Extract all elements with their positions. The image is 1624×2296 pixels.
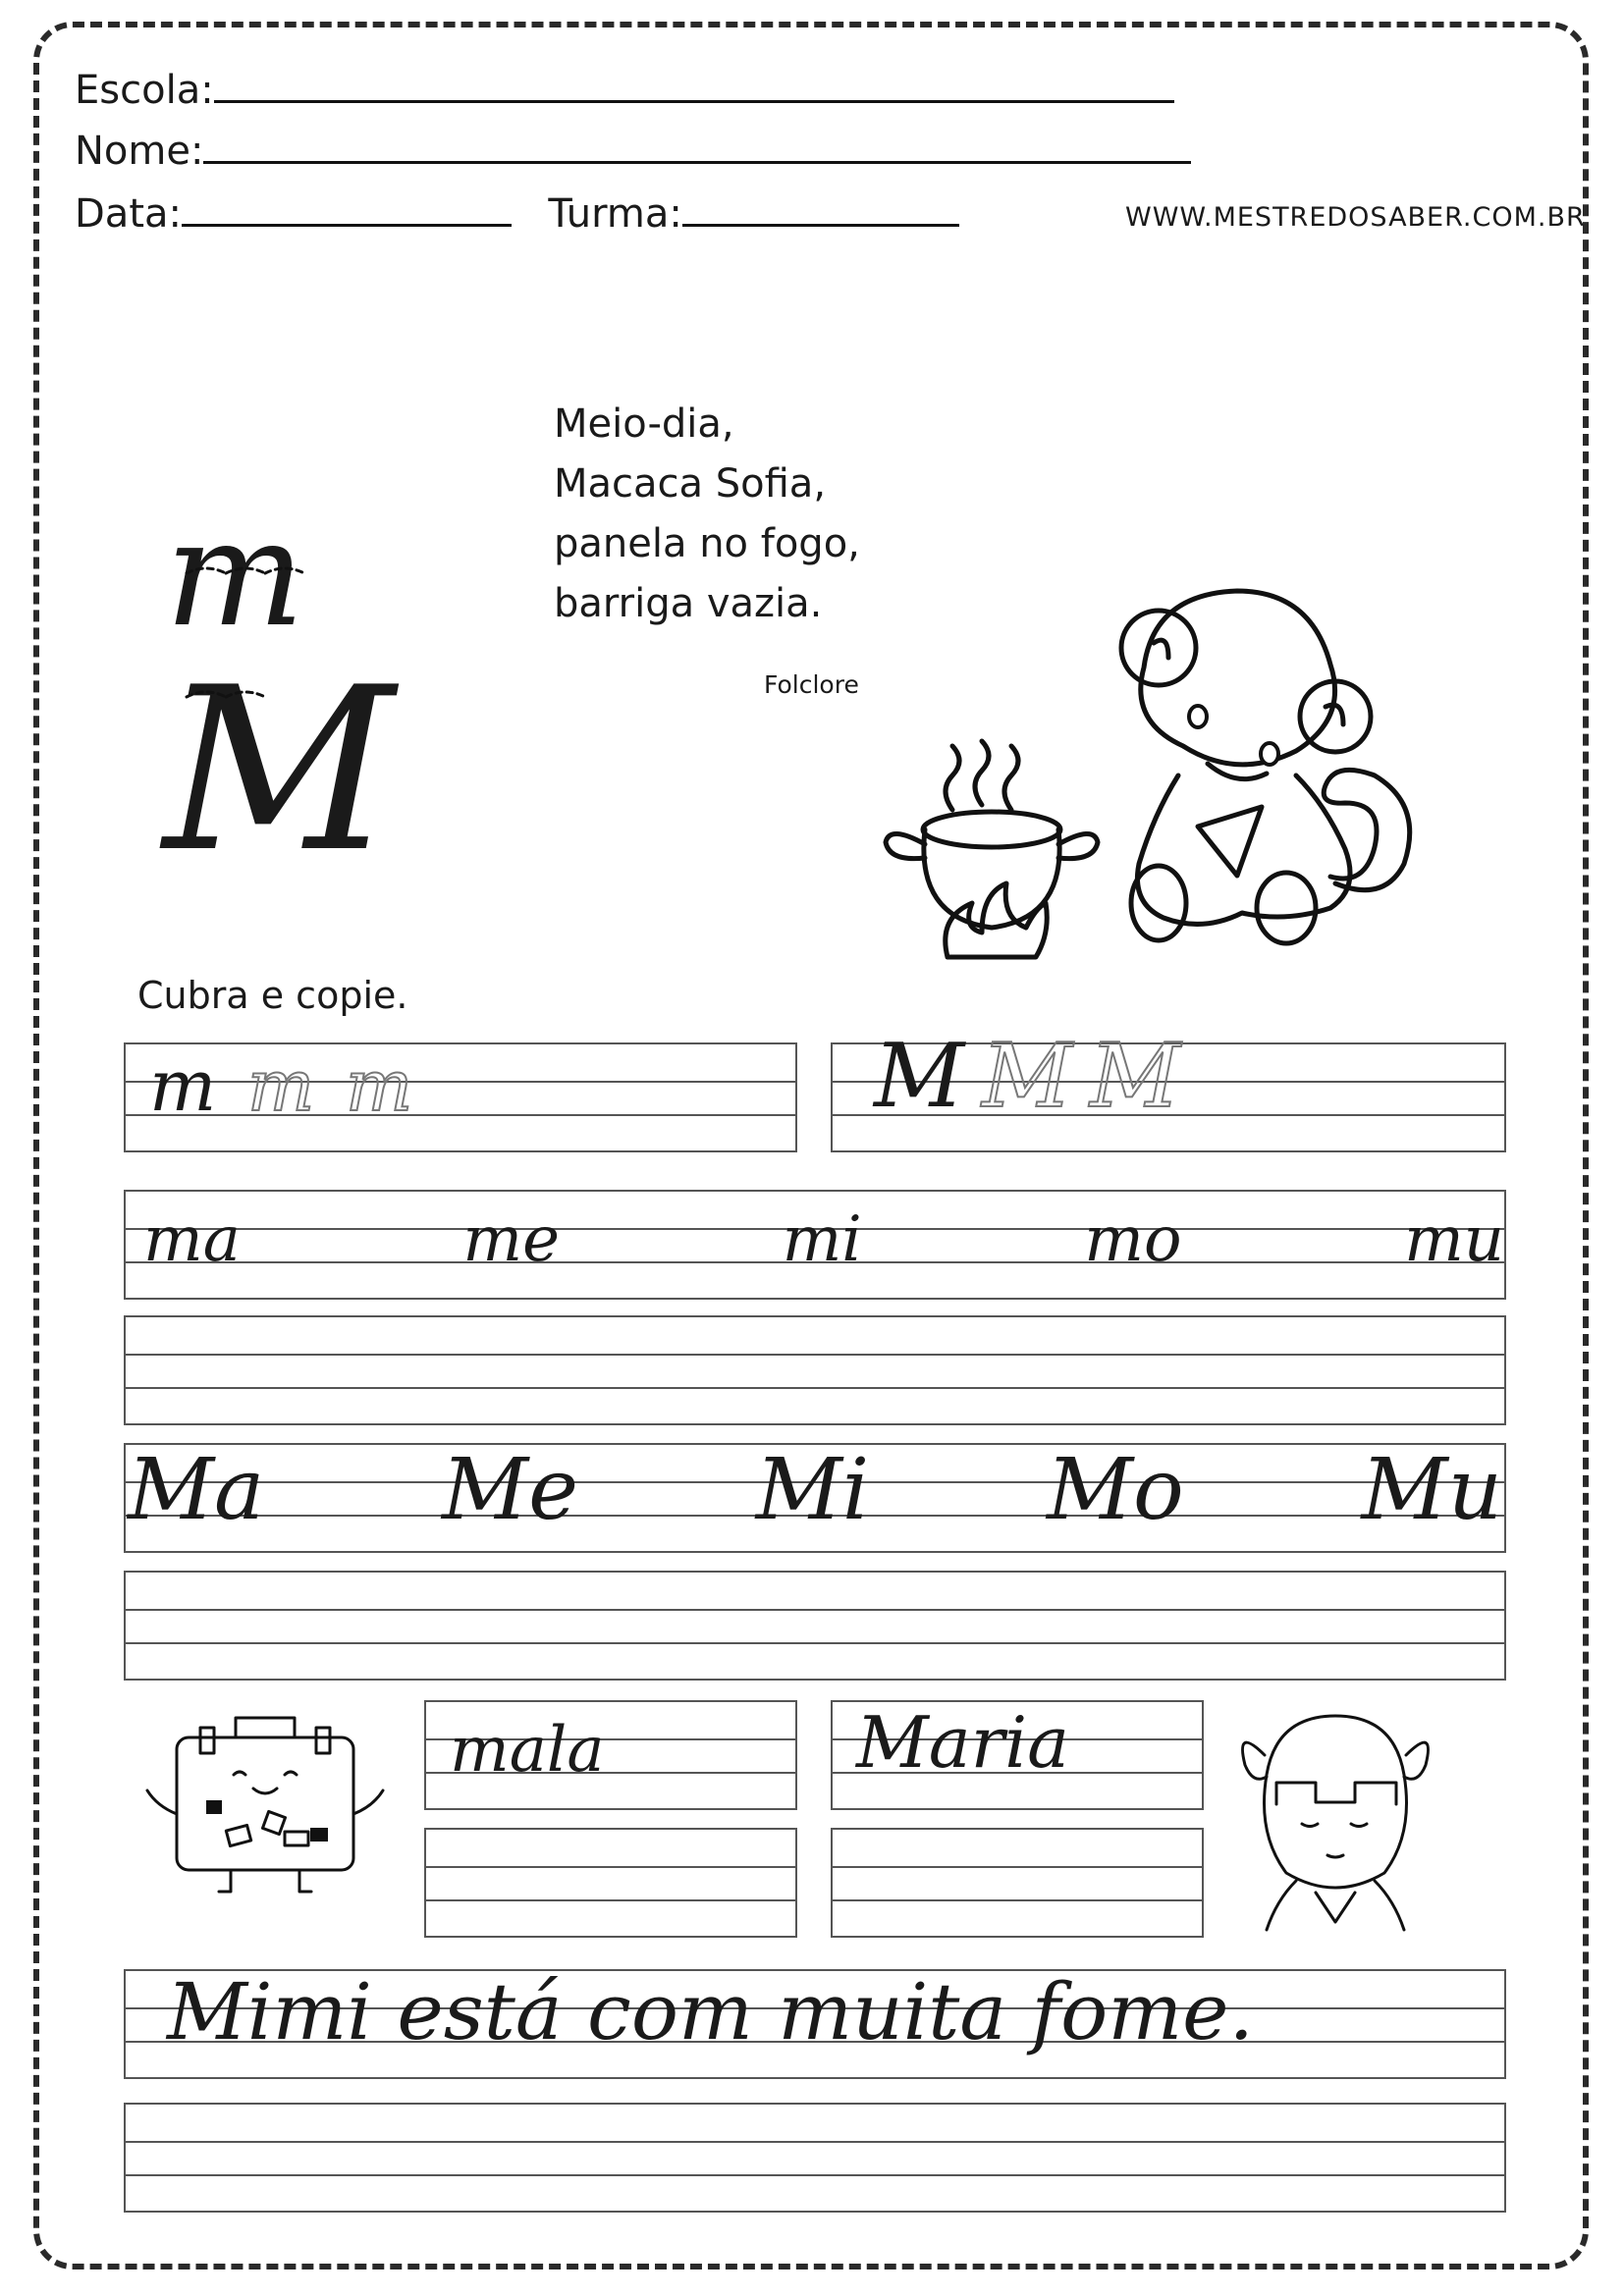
name-blank[interactable] [203, 126, 1191, 164]
suitcase-illustration [137, 1706, 393, 1912]
tracing-box-lowercase[interactable] [124, 1042, 797, 1152]
name-label: Nome: [75, 129, 204, 174]
girl-illustration [1218, 1706, 1453, 1932]
class-label: Turma: [548, 191, 682, 237]
poem-line: Macaca Sofia, [554, 461, 827, 507]
pot-icon [886, 741, 1098, 928]
site-url: WWW.MESTREDOSABER.COM.BR [1125, 202, 1586, 233]
name-line[interactable] [75, 126, 1191, 174]
word-mala: mala [450, 1714, 605, 1787]
school-line[interactable] [75, 65, 1174, 113]
date-label: Data: [75, 191, 182, 237]
copy-box-mala[interactable] [424, 1828, 797, 1938]
poem-line: Meio-dia, [554, 401, 734, 447]
class-blank[interactable] [682, 188, 959, 227]
monkey-cooking-illustration [874, 589, 1483, 972]
copy-box[interactable] [124, 1315, 1506, 1425]
syllable: Ma [128, 1441, 265, 1539]
syllable: ma [143, 1203, 241, 1276]
instruction: Cubra e copie. [137, 974, 408, 1017]
trace-lower-dotted[interactable]: m [247, 1044, 315, 1127]
syllables-upper-row [128, 1441, 1502, 1539]
syllable: mo [1084, 1203, 1182, 1276]
copy-box-maria[interactable] [831, 1828, 1204, 1938]
trace-upper-dotted[interactable]: M [1090, 1025, 1181, 1128]
stroke-arrows-icon [167, 560, 363, 815]
copy-box[interactable] [124, 1571, 1506, 1681]
monkey-icon [1121, 591, 1410, 943]
trace-upper-model: M [874, 1025, 965, 1128]
syllable: Me [442, 1441, 578, 1539]
syllable: me [462, 1203, 560, 1276]
syllable: mi [782, 1203, 862, 1276]
school-label: Escola: [75, 68, 214, 113]
syllable: mu [1404, 1203, 1504, 1276]
syllable: Mu [1361, 1441, 1502, 1539]
syllable: Mo [1046, 1441, 1184, 1539]
date-blank[interactable] [182, 188, 512, 227]
poem-line: panela no fogo, [554, 521, 860, 566]
poem-source: Folclore [764, 670, 859, 699]
model-letter-lowercase: m [165, 489, 305, 660]
trace-lower-dotted[interactable]: m [346, 1044, 413, 1127]
model-letter-uppercase: M [163, 640, 395, 902]
school-blank[interactable] [214, 65, 1174, 103]
trace-upper-dotted[interactable]: M [982, 1025, 1073, 1128]
sentence-model: Mimi está com muita fome. [167, 1966, 1254, 2057]
date-line[interactable] [75, 188, 959, 237]
poem-line: barriga vazia. [554, 581, 823, 626]
trace-lower-model: m [149, 1044, 217, 1127]
syllable: Mi [755, 1441, 870, 1539]
syllables-lower-row [143, 1205, 1504, 1274]
sentence-copy-box[interactable] [124, 2103, 1506, 2213]
word-maria: Maria [856, 1701, 1070, 1784]
poem [554, 395, 860, 634]
